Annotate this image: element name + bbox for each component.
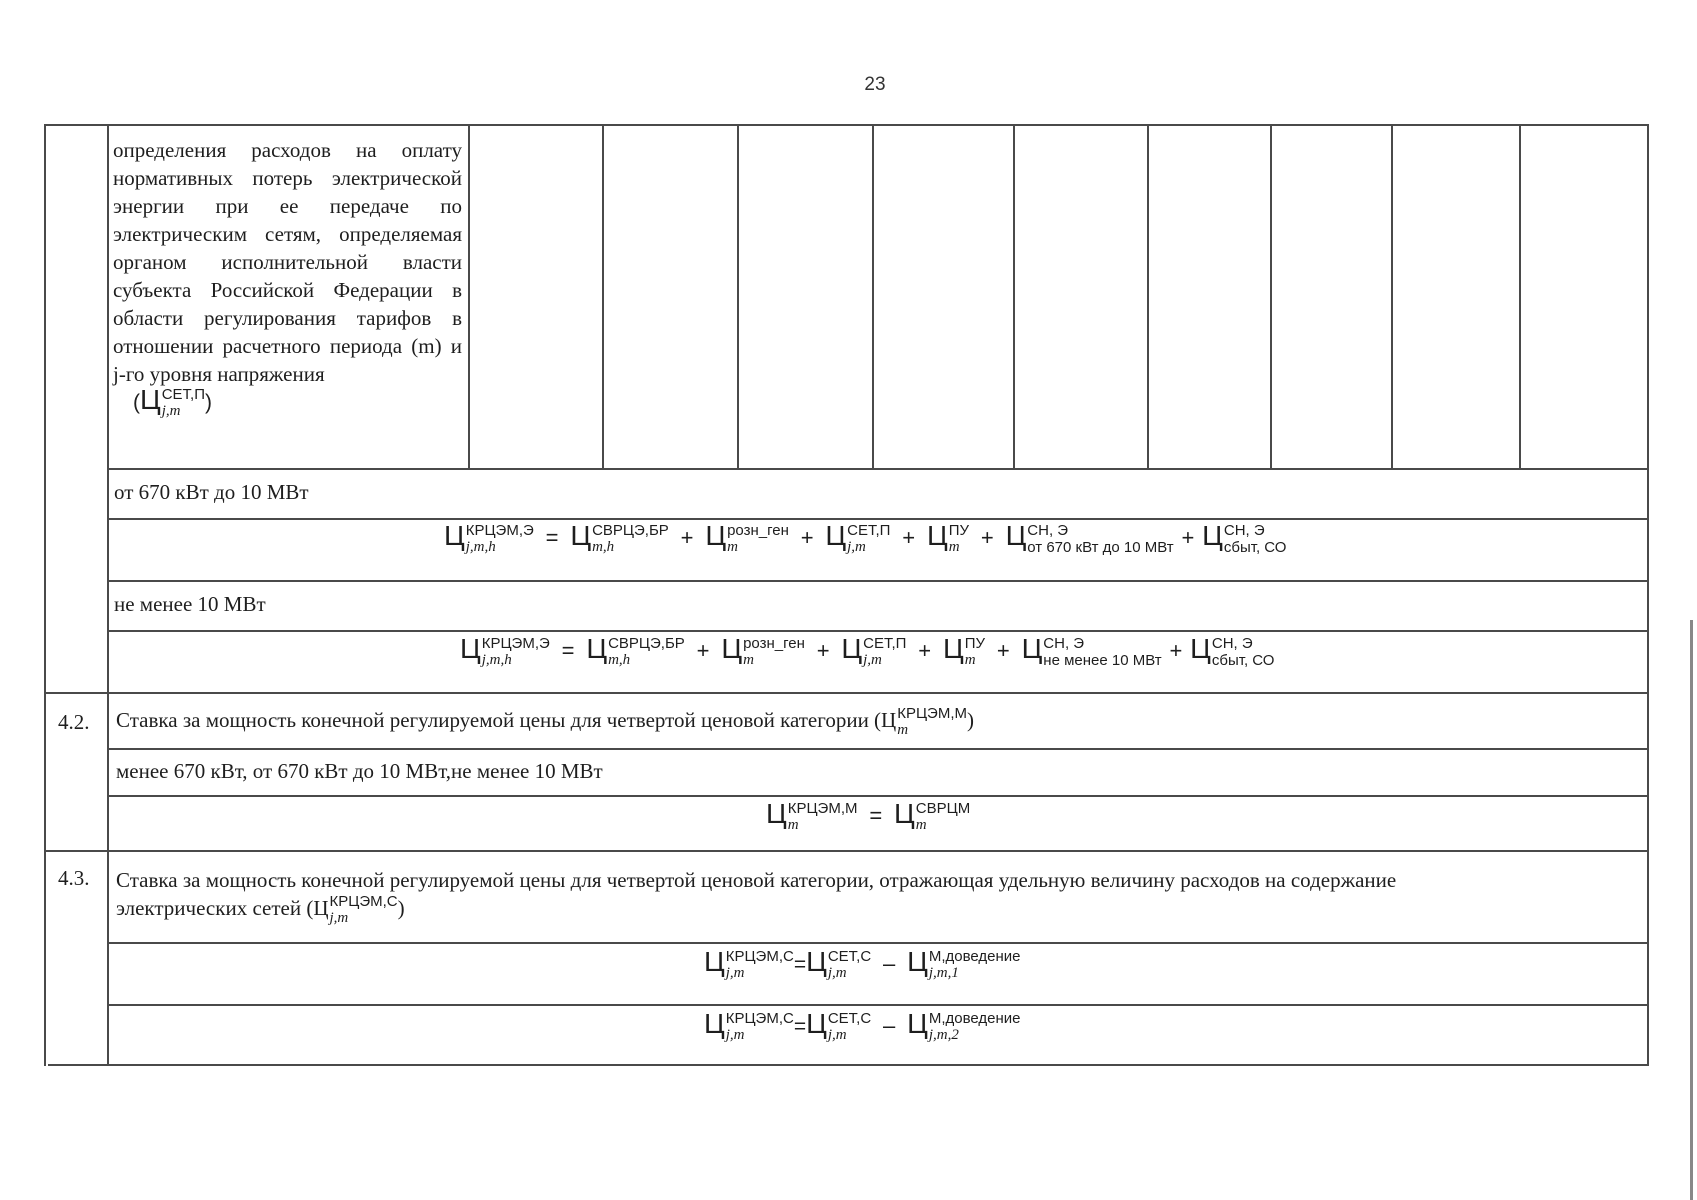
table-col-rule xyxy=(1147,124,1149,468)
section-number-4-2: 4.2. xyxy=(58,710,90,734)
formula-over-10: Ц КРЦЭМ,Э j,m,h = Ц СВРЦЭ,БР m,h + Ц розн_ген m + Ц СЕТ,П j,m + Ц ПУ m + Ц СН, Э не менее 10 МВт + Ц СН, Э сбыт, СО xyxy=(460,633,1275,670)
section-title-4-2: Ставка за мощность конечной регулируемой цены для четвертой ценовой категории (Ц КРЦЭМ,М m ) xyxy=(116,705,974,739)
table-rule xyxy=(108,630,1648,632)
table-rule xyxy=(46,850,1648,852)
table-border-bottom xyxy=(48,1064,1648,1066)
table-rule xyxy=(108,942,1648,944)
table-col-rule xyxy=(1013,124,1015,468)
section-title-4-3: Ставка за мощность конечной регулируемой цены для четвертой ценовой категории, отражающая удельную величину расходов на содержание электрических сетей (Ц КРЦЭМ,С j,m ) xyxy=(116,868,1397,927)
description-symbol: (Ц СЕТ,П j,m ) xyxy=(133,384,213,420)
table-rule xyxy=(108,468,1648,470)
band-label-over-10: не менее 10 МВт xyxy=(114,592,266,616)
table-rule xyxy=(46,692,1648,694)
table-border-left xyxy=(44,124,46,1066)
table-rule xyxy=(108,795,1648,797)
section-number-4-3: 4.3. xyxy=(58,866,90,890)
table-col-rule xyxy=(737,124,739,468)
formula-4-3-1: Ц КРЦЭМ,С j,m =Ц СЕТ,С j,m – Ц М,доведение j,m,1 xyxy=(704,946,1021,982)
cell-description xyxy=(113,136,462,419)
formula-4-3-2: Ц КРЦЭМ,С j,m =Ц СЕТ,С j,m – Ц М,доведение j,m,2 xyxy=(704,1008,1021,1044)
table-col-rule xyxy=(1519,124,1521,468)
table-col-rule xyxy=(1270,124,1272,468)
table-col-rule xyxy=(872,124,874,468)
table-border-top xyxy=(44,124,1648,126)
page-number: 23 xyxy=(864,74,886,95)
scan-edge xyxy=(1690,620,1693,1200)
table-rule xyxy=(108,1004,1648,1006)
table-col-rule xyxy=(1391,124,1393,468)
band-label-670-10: от 670 кВт до 10 МВт xyxy=(114,480,309,504)
section-bands-4-2: менее 670 кВт, от 670 кВт до 10 МВт,не менее 10 МВт xyxy=(116,759,603,783)
table-rule xyxy=(108,748,1648,750)
table-rule xyxy=(108,580,1648,582)
table-col-rule xyxy=(602,124,604,468)
formula-4-2: Ц КРЦЭМ,М m = Ц СВРЦМ m xyxy=(766,798,971,834)
table-col-rule xyxy=(468,124,470,468)
description-text: определения расходов на оплату нормативных потерь электрической энергии при ее передаче по электрическим сетям, определяемая органом исполнительной власти субъекта Российской Федерации в области регулирования тарифов в отношении расчетного периода (m) и j-го уровня напряжения xyxy=(113,138,462,386)
table-border-right xyxy=(1647,124,1649,1066)
formula-670-10: Ц КРЦЭМ,Э j,m,h = Ц СВРЦЭ,БР m,h + Ц розн_ген m + Ц СЕТ,П j,m + Ц ПУ m + Ц СН, Э от 670 кВт до 10 МВт + Ц СН, Э сбыт, СО xyxy=(444,520,1287,557)
table-col-rule xyxy=(107,124,109,1066)
